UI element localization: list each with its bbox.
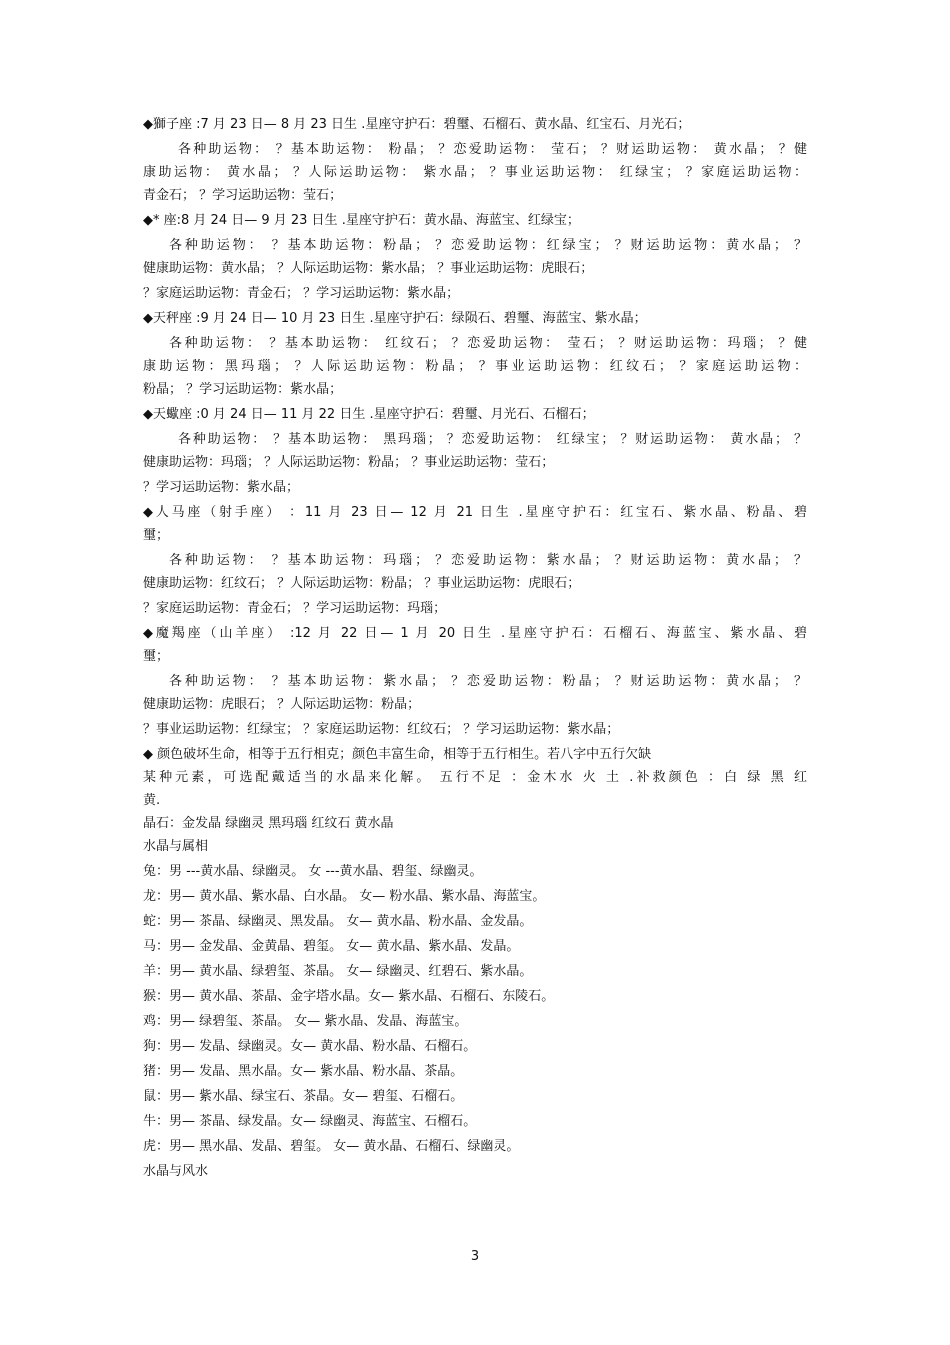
text-line: 康助运物：黑玛瑙； ？人际运助运物：粉晶； ？事业运助运物：红纹石； ？家庭运助运物：	[143, 359, 807, 374]
heading-virgo: ◆* 座:8 月 24 日— 9 月 23 日生 .星座守护石：黄水晶、海蓝宝、红绿宝；	[143, 213, 580, 228]
color-paragraph: ◆ 颜色破坏生命，相等于五行相克；颜色丰富生命，相等于五行相生。若八字中五行欠缺	[143, 747, 652, 762]
list-item: 牛：男— 茶晶、绿发晶。女— 绿幽灵、海蓝宝、石榴石。	[143, 1114, 477, 1129]
list-item: 蛇：男— 茶晶、绿幽灵、黑发晶。 女— 黄水晶、粉水晶、金发晶。	[143, 914, 533, 929]
text-line: 粉晶； ？学习运助运物：紫水晶；	[143, 382, 343, 397]
text-line: 青金石； ？学习运助运物：莹石；	[143, 188, 343, 203]
text-line: 健康助运物：玛瑙； ？人际运助运物：粉晶； ？事业运助运物：莹石；	[143, 455, 555, 470]
text-line: 健康助运物：虎眼石； ？人际运助运物：粉晶；	[143, 697, 421, 712]
list-item: 鼠：男— 紫水晶、绿宝石、茶晶。女— 碧玺、石榴石。	[143, 1089, 464, 1104]
text-line: ？事业运助运物：红绿宝； ？家庭运助运物：红纹石； ？学习运助运物：紫水晶；	[143, 722, 620, 737]
text-line: 各种助运物： ？基本助运物：玛瑙； ？恋爱助运物：紫水晶； ？财运助运物：黄水晶； ？	[169, 553, 807, 568]
text-line: 各种助运物： ？基本助运物：粉晶； ？恋爱助运物：红绿宝； ？财运助运物：黄水晶； ？	[169, 238, 807, 253]
list-item: 兔：男 ---黄水晶、绿幽灵。 女 ---黄水晶、碧玺、绿幽灵。	[143, 864, 483, 879]
list-item: 猴：男— 黄水晶、茶晶、金字塔水晶。女— 紫水晶、石榴石、东陵石。	[143, 989, 555, 1004]
list-item: 马：男— 金发晶、金黄晶、碧玺。 女— 黄水晶、紫水晶、发晶。	[143, 939, 520, 954]
text-line: 健康助运物：黄水晶； ？人际运助运物：紫水晶； ？事业运助运物：虎眼石；	[143, 261, 594, 276]
text-line: 健康助运物：红纹石； ？人际运助运物：粉晶； ？事业运助运物：虎眼石；	[143, 576, 581, 591]
text-line: 璽；	[143, 528, 170, 543]
list-item: 鸡：男— 绿碧玺、茶晶。 女— 紫水晶、发晶、海蓝宝。	[143, 1014, 468, 1029]
list-item: 猪：男— 发晶、黑水晶。女— 紫水晶、粉水晶、茶晶。	[143, 1064, 464, 1079]
heading-scorpio: ◆天蠍座 :0 月 24 日— 11 月 22 日生 .星座守护石：碧璽、月光石、石榴石；	[143, 407, 595, 422]
text-line: ？学习运助运物：紫水晶；	[143, 480, 300, 495]
heading-capricorn: ◆魔羯座（山羊座） :12 月 22 日— 1 月 20 日生 .星座守护石：石榴石、海蓝宝、紫水晶、碧	[143, 626, 807, 641]
section-heading-zodiac-animals: 水晶与属相	[143, 839, 209, 854]
text-line: 各种助运物： ？基本助运物： 黑玛瑙； ？恋爱助运物： 红绿宝； ？财运助运物： 黄水晶； ？	[178, 432, 807, 447]
page-number: 3	[470, 1249, 480, 1264]
heading-leo: ◆獅子座 :7 月 23 日— 8 月 23 日生 .星座守护石：碧璽、石榴石、黄水晶、红宝石、月光石；	[143, 117, 691, 132]
text-line: 黄.	[143, 793, 161, 808]
list-item: 狗：男— 发晶、绿幽灵。女— 黄水晶、粉水晶、石榴石。	[143, 1039, 477, 1054]
text-line: 某种元素，可选配戴适当的水晶来化解。 五行不足 ：金木水 火 土 .补救颜色 ：白 绿 黑 红	[143, 770, 807, 785]
heading-libra: ◆天秤座 :9 月 24 日— 10 月 23 日生 .星座守护石：绿陨石、碧璽、海蓝宝、紫水晶；	[143, 311, 647, 326]
text-line: 康助运物： 黄水晶； ？人际运助运物： 紫水晶； ？事业运助运物： 红绿宝； ？家庭运助运物：	[143, 165, 807, 180]
text-line: 各种助运物： ？基本助运物： 红纹石； ？恋爱助运物： 莹石； ？财运助运物：玛瑙； ？健	[169, 336, 807, 351]
list-item: 虎：男— 黑水晶、发晶、碧玺。 女— 黄水晶、石榴石、绿幽灵。	[143, 1139, 520, 1154]
text-line: 各种助运物： ？基本助运物：紫水晶； ？恋爱助运物：粉晶； ？财运助运物：黄水晶； ？	[169, 674, 807, 689]
list-item: 龙：男— 黄水晶、紫水晶、白水晶。 女— 粉水晶、紫水晶、海蓝宝。	[143, 889, 546, 904]
text-line: 各种助运物： ？基本助运物： 粉晶； ？恋爱助运物： 莹石； ？财运助运物： 黄水晶； ？健	[178, 142, 807, 157]
heading-sagittarius: ◆人马座（射手座） ：11 月 23 日— 12 月 21 日生 .星座守护石：红宝石、紫水晶、粉晶、碧	[143, 505, 807, 520]
list-item: 羊：男— 黄水晶、绿碧玺、茶晶。 女— 绿幽灵、红碧石、紫水晶。	[143, 964, 533, 979]
page-body	[143, 117, 807, 1180]
section-heading-feng-shui: 水晶与风水	[143, 1164, 209, 1179]
crystal-list: 晶石：金发晶 绿幽灵 黑玛瑙 红纹石 黄水晶	[143, 816, 394, 831]
text-line: ？家庭运助运物：青金石； ？学习运助运物：玛瑙；	[143, 601, 447, 616]
text-line: 璽；	[143, 649, 170, 664]
text-line: ？家庭运助运物：青金石； ？学习运助运物：紫水晶；	[143, 286, 460, 301]
